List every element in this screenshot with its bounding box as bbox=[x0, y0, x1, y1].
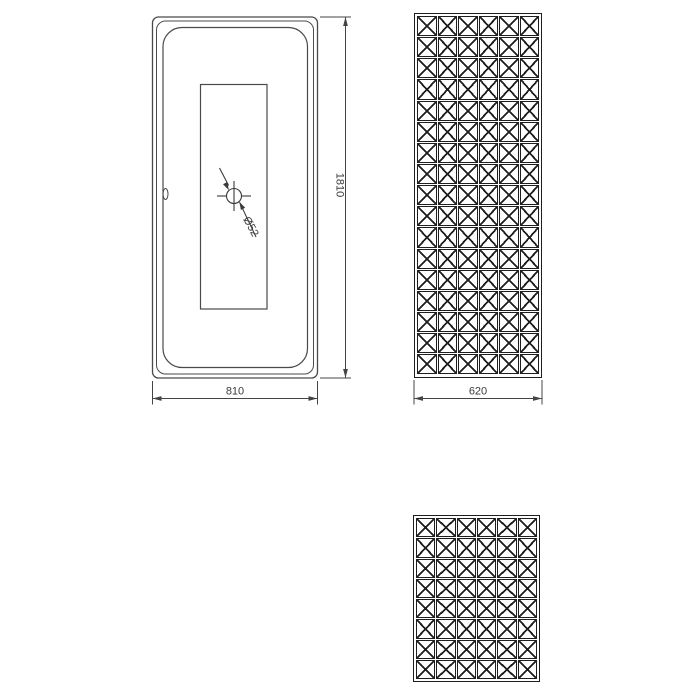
pattern-cell bbox=[479, 164, 499, 184]
pattern-cell bbox=[477, 599, 496, 618]
pattern-cell bbox=[520, 143, 540, 163]
width-arrow-right bbox=[309, 396, 318, 401]
pattern-cell bbox=[518, 559, 537, 578]
pattern-cell bbox=[497, 599, 516, 618]
pattern-cell bbox=[438, 270, 458, 290]
pattern-cell bbox=[417, 16, 437, 36]
pattern-cell bbox=[438, 122, 458, 142]
pattern-cell bbox=[458, 37, 478, 57]
pattern-cell bbox=[436, 559, 455, 578]
pattern-cell bbox=[499, 101, 519, 121]
pattern-cell bbox=[520, 227, 540, 247]
pattern-cell bbox=[518, 619, 537, 638]
pattern-cell bbox=[416, 640, 435, 659]
pattern-cell bbox=[520, 185, 540, 205]
pattern-cell bbox=[520, 270, 540, 290]
pattern-cell bbox=[520, 79, 540, 99]
pattern-cell bbox=[417, 185, 437, 205]
pattern-cell bbox=[458, 312, 478, 332]
pattern-cell bbox=[479, 143, 499, 163]
pattern-cell bbox=[520, 312, 540, 332]
panel-arrow-left bbox=[414, 396, 423, 401]
pattern-cell bbox=[458, 79, 478, 99]
pattern-cell bbox=[436, 518, 455, 537]
pattern-cell bbox=[438, 101, 458, 121]
panel-arrow-right bbox=[533, 396, 542, 401]
pattern-cell bbox=[416, 518, 435, 537]
pattern-cell bbox=[520, 249, 540, 269]
overflow-hole bbox=[163, 189, 168, 200]
pattern-cell bbox=[417, 122, 437, 142]
length-arrow-bottom bbox=[343, 369, 348, 378]
pattern-cell bbox=[499, 143, 519, 163]
pattern-cell bbox=[416, 559, 435, 578]
pattern-cell bbox=[520, 206, 540, 226]
pattern-cell bbox=[499, 185, 519, 205]
pattern-cell bbox=[458, 185, 478, 205]
pattern-cell bbox=[416, 660, 435, 679]
pattern-cell bbox=[479, 354, 499, 374]
tub-length-dim-label: 1810 bbox=[333, 172, 346, 198]
pattern-cell bbox=[499, 122, 519, 142]
pattern-cell bbox=[458, 227, 478, 247]
pattern-cell bbox=[497, 518, 516, 537]
pattern-cell bbox=[458, 270, 478, 290]
pattern-cell bbox=[457, 559, 476, 578]
pattern-cell bbox=[457, 579, 476, 598]
pattern-cell bbox=[458, 206, 478, 226]
pattern-cell bbox=[479, 16, 499, 36]
pattern-cell bbox=[479, 312, 499, 332]
pattern-cell bbox=[417, 333, 437, 353]
pattern-cell bbox=[499, 354, 519, 374]
pattern-cell bbox=[479, 270, 499, 290]
pattern-cell bbox=[520, 291, 540, 311]
texture-panel-small bbox=[413, 515, 540, 682]
drain-diameter-label: Ø52 bbox=[240, 214, 261, 239]
pattern-cell bbox=[417, 312, 437, 332]
pattern-cell bbox=[458, 58, 478, 78]
pattern-cell bbox=[436, 619, 455, 638]
pattern-cell bbox=[520, 16, 540, 36]
panel-width-dim-label: 620 bbox=[468, 385, 488, 398]
pattern-cell bbox=[497, 619, 516, 638]
pattern-cell bbox=[417, 291, 437, 311]
pattern-cell bbox=[457, 660, 476, 679]
length-arrow-top bbox=[343, 17, 348, 26]
tub-length-dimension bbox=[320, 17, 351, 378]
pattern-cell bbox=[417, 227, 437, 247]
pattern-cell bbox=[436, 579, 455, 598]
pattern-cell bbox=[518, 538, 537, 557]
pattern-cell bbox=[458, 249, 478, 269]
pattern-cell bbox=[479, 101, 499, 121]
pattern-cell bbox=[497, 538, 516, 557]
pattern-cell bbox=[417, 354, 437, 374]
pattern-cell bbox=[499, 249, 519, 269]
pattern-cell bbox=[499, 206, 519, 226]
pattern-cell bbox=[518, 599, 537, 618]
pattern-cell bbox=[438, 227, 458, 247]
pattern-cell bbox=[438, 312, 458, 332]
pattern-cell bbox=[520, 122, 540, 142]
pattern-cell bbox=[436, 660, 455, 679]
pattern-cell bbox=[458, 122, 478, 142]
pattern-cell bbox=[458, 333, 478, 353]
pattern-cell bbox=[417, 164, 437, 184]
pattern-cell bbox=[438, 291, 458, 311]
pattern-cell bbox=[518, 640, 537, 659]
pattern-cell bbox=[417, 143, 437, 163]
tub-inner-basin bbox=[163, 28, 308, 368]
pattern-cell bbox=[458, 101, 478, 121]
pattern-cell bbox=[479, 185, 499, 205]
pattern-cell bbox=[417, 206, 437, 226]
pattern-cell bbox=[438, 206, 458, 226]
pattern-cell bbox=[518, 660, 537, 679]
pattern-cell bbox=[479, 227, 499, 247]
pattern-cell bbox=[458, 16, 478, 36]
pattern-cell bbox=[479, 37, 499, 57]
pattern-cell bbox=[477, 559, 496, 578]
pattern-cell bbox=[416, 619, 435, 638]
pattern-cell bbox=[458, 143, 478, 163]
pattern-cell bbox=[497, 660, 516, 679]
pattern-cell bbox=[416, 599, 435, 618]
pattern-cell bbox=[457, 640, 476, 659]
pattern-cell bbox=[477, 619, 496, 638]
pattern-cell bbox=[499, 227, 519, 247]
pattern-cell bbox=[477, 538, 496, 557]
pattern-cell bbox=[499, 291, 519, 311]
pattern-cell bbox=[416, 538, 435, 557]
pattern-cell bbox=[520, 354, 540, 374]
pattern-cell bbox=[436, 538, 455, 557]
bathtub-top-view bbox=[153, 17, 318, 378]
pattern-cell bbox=[479, 206, 499, 226]
pattern-cell bbox=[417, 249, 437, 269]
pattern-cell bbox=[520, 101, 540, 121]
pattern-cell bbox=[438, 249, 458, 269]
pattern-cell bbox=[436, 640, 455, 659]
pattern-cell bbox=[479, 122, 499, 142]
pattern-cell bbox=[499, 312, 519, 332]
pattern-cell bbox=[438, 333, 458, 353]
pattern-cell bbox=[438, 354, 458, 374]
pattern-cell bbox=[479, 79, 499, 99]
pattern-cell bbox=[520, 37, 540, 57]
tub-rim-line bbox=[157, 21, 314, 374]
tub-width-dim-label: 810 bbox=[225, 385, 245, 398]
pattern-cell bbox=[499, 58, 519, 78]
pattern-cell bbox=[436, 599, 455, 618]
pattern-cell bbox=[416, 579, 435, 598]
pattern-cell bbox=[499, 270, 519, 290]
pattern-cell bbox=[477, 518, 496, 537]
pattern-cell bbox=[479, 249, 499, 269]
pattern-cell bbox=[417, 270, 437, 290]
pattern-cell bbox=[497, 559, 516, 578]
pattern-cell bbox=[458, 291, 478, 311]
pattern-cell bbox=[417, 101, 437, 121]
pattern-cell bbox=[438, 79, 458, 99]
pattern-cell bbox=[438, 143, 458, 163]
pattern-cell bbox=[417, 79, 437, 99]
pattern-cell bbox=[438, 164, 458, 184]
pattern-cell bbox=[520, 333, 540, 353]
pattern-cell bbox=[479, 333, 499, 353]
pattern-cell bbox=[438, 37, 458, 57]
pattern-cell bbox=[520, 164, 540, 184]
pattern-cell bbox=[477, 640, 496, 659]
pattern-cell bbox=[438, 58, 458, 78]
pattern-cell bbox=[458, 354, 478, 374]
pattern-cell bbox=[457, 619, 476, 638]
pattern-cell bbox=[518, 579, 537, 598]
pattern-cell bbox=[479, 291, 499, 311]
width-arrow-left bbox=[153, 396, 162, 401]
pattern-cell bbox=[457, 538, 476, 557]
pattern-cell bbox=[497, 640, 516, 659]
pattern-cell bbox=[479, 58, 499, 78]
pattern-cell bbox=[457, 518, 476, 537]
tub-outer-edge bbox=[153, 17, 318, 378]
pattern-cell bbox=[499, 16, 519, 36]
pattern-cell bbox=[520, 58, 540, 78]
pattern-cell bbox=[499, 37, 519, 57]
texture-panel-large bbox=[414, 13, 542, 378]
pattern-cell bbox=[499, 333, 519, 353]
pattern-cell bbox=[477, 660, 496, 679]
pattern-cell bbox=[438, 16, 458, 36]
pattern-cell bbox=[458, 164, 478, 184]
pattern-cell bbox=[497, 579, 516, 598]
pattern-cell bbox=[438, 185, 458, 205]
pattern-cell bbox=[457, 599, 476, 618]
pattern-cell bbox=[477, 579, 496, 598]
pattern-cell bbox=[499, 164, 519, 184]
pattern-cell bbox=[518, 518, 537, 537]
pattern-cell bbox=[417, 37, 437, 57]
pattern-cell bbox=[417, 58, 437, 78]
pattern-cell bbox=[499, 79, 519, 99]
